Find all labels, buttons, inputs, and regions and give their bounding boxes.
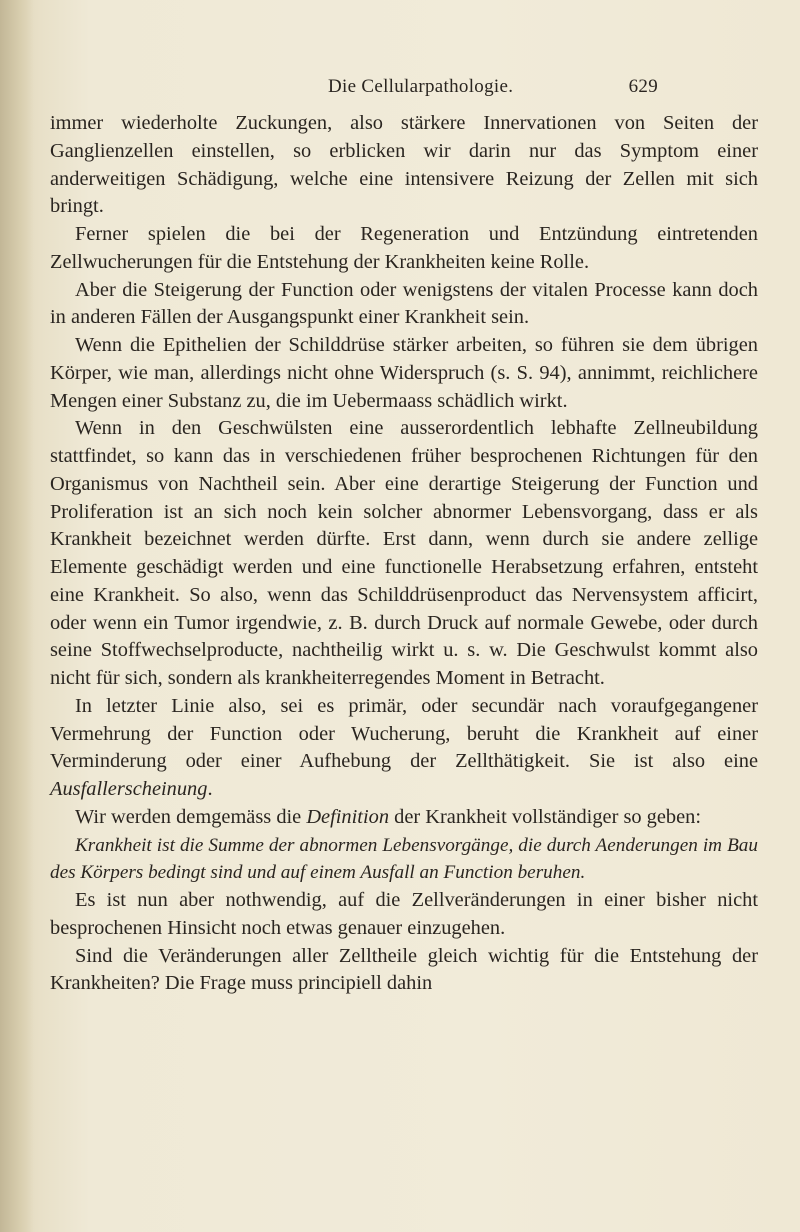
paragraph-text: In letzter Linie also, sei es primär, oder secundär nach voraufgegangener Vermehrung der Function oder Wucherung, beruht die Krankheit auf einer Verminderung oder einer Aufhebung der Zellthätigkeit. Sie ist also eine	[50, 694, 758, 773]
paragraph: Sind die Veränderungen aller Zelltheile gleich wichtig für die Entstehung der Krankheiten? Die Frage muss principiell dahin	[50, 944, 758, 995]
emphasis-term: Ausfallerscheinung	[50, 778, 208, 800]
page-shadow-edge	[0, 0, 34, 1232]
paragraph-text: der Krankheit vollständiger so geben:	[389, 805, 702, 828]
page-number: 629	[628, 76, 658, 97]
emphasis-term: Definition	[306, 805, 390, 828]
header-title: Die Cellularpathologie.	[328, 76, 514, 97]
paragraph: Aber die Steigerung der Function oder wenigstens der vitalen Processe kann doch in anderen Fällen der Ausgangspunkt einer Krankheit sein.	[50, 278, 758, 329]
paragraph-text-end: .	[207, 778, 213, 800]
paragraph	[50, 693, 758, 804]
paragraph	[50, 804, 758, 832]
paragraph: Wenn die Epithelien der Schilddrüse stärker arbeiten, so führen sie dem übrigen Körper, wie man, allerdings nicht ohne Widerspruch (s. S. 94), annimmt, reichlichere Mengen einer Substanz zu, die im Uebermaass schädlich wirkt.	[50, 334, 758, 412]
running-header	[328, 76, 658, 102]
paragraph-text-start: Wir werden demgemäss die	[75, 805, 307, 828]
body-text	[50, 110, 758, 998]
paragraph: Wenn in den Geschwülsten eine ausserordentlich lebhafte Zellneubildung stattfindet, so kann das in verschiedenen früher besprochenen Richtungen für den Organismus von Nachtheil sein. Aber eine derartige Steigerung der Function und Proliferation ist an sich noch kein solcher abnormer Lebensvorgang, dass er als Krankheit bezeichnet werden dürfte. Erst dann, wenn durch sie andere zellige Elemente geschädigt werden und eine functionelle Herabsetzung erfahren, entsteht eine Krankheit. So also, wenn das Schilddrüsenproduct das Nervensystem afficirt, oder wenn ein Tumor irgendwie, z. B. durch Druck auf normale Gewebe, oder durch seine Stoffwechselproducte, nachtheilig wirkt u. s. w. Die Geschwulst kommt also nicht für sich, sondern als krankheiterregendes Moment in Betracht.	[50, 417, 758, 689]
paragraph: Es ist nun aber nothwendig, auf die Zellveränderungen in einer bisher nicht besprochenen Hinsicht noch etwas genauer einzugehen.	[50, 889, 758, 939]
definition-paragraph: Krankheit ist die Summe der abnormen Lebensvorgänge, die durch Aenderungen im Bau des Körpers bedingt sind und auf einem Ausfall an Function beruhen.	[50, 834, 758, 884]
paragraph: Ferner spielen die bei der Regeneration und Entzündung eintretenden Zellwucherungen für die Entstehung der Krankheiten keine Rolle.	[50, 223, 758, 273]
paragraph-continuation: immer wiederholte Zuckungen, also stärkere Innervationen von Seiten der Ganglienzellen einstellen, so erblicken wir darin nur das Symptom einer anderweitigen Schädigung, welche eine intensivere Reizung der Zellen mit sich bringt.	[50, 112, 758, 218]
